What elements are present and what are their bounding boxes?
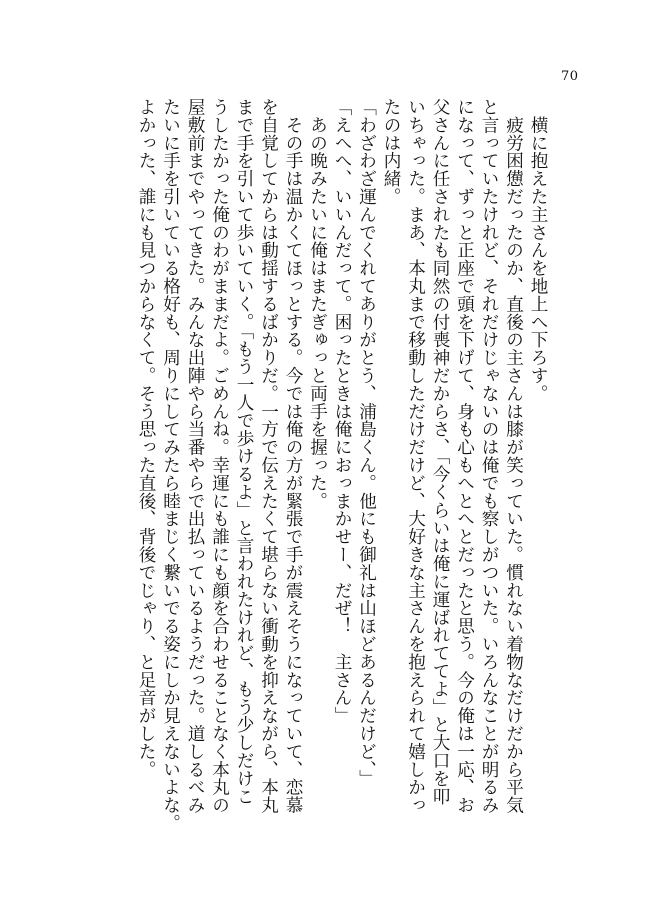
text-line: よかった、誰にも見つからなくて。そう思った直後、背後でじゃり、と足音がした。 — [136, 98, 156, 779]
text-line: まで手を引いて歩いていく。「もう一人で歩けるよ」と言われたけれど、もう少しだけこ — [234, 98, 254, 806]
text-line: 父さんに任されたも同然の付喪神だからさ、「今くらいは俺に運ばれててよ」と大口を叩 — [430, 98, 450, 806]
text-line: になって、ずっと正座で頭を下げて、身も心もへとへとだったと思う。今の俺は一応、お — [454, 98, 475, 814]
text-line: 「わざわざ運んでくれてありがとう、浦島くん。他にも御礼は山ほどあるんだけど、」 — [356, 98, 377, 788]
text-line: を自覚してからは動揺するばかりだ。一方で伝えたくて堪らない衝動を抑えながら、本丸 — [258, 98, 279, 814]
text-line: たいに手を引いている格好も、周りにしてみたら睦まじく繋いでる姿にしか見えないよな。 — [160, 98, 181, 832]
text-line: 「えへへ、いいんだって。困ったときは俺におっまかせー、だぜ！ 主さん」 — [332, 98, 352, 725]
text-line: と言っていたけれど、それだけじゃないのは俺でも察しがついた。いろんなことが明るみ — [479, 98, 499, 814]
page-number: 70 — [561, 69, 579, 84]
text-line: たのは内緒。 — [381, 98, 401, 206]
vertical-body-text — [136, 98, 550, 850]
text-line: 横に抱えた主さんを地上へ下ろす。 — [528, 98, 548, 403]
text-line: うしたかった俺のわがままだよ。ごめんね。幸運にも誰にも顔を合わせることなく本丸の — [209, 98, 230, 814]
text-line: 屋敷前までやってきた。みんな出陣やら当番やらで出払っているようだった。道しるべみ — [185, 98, 205, 814]
text-line: いちゃった。まあ、本丸まで移動しただけだけど、大好きな主さんを抱えられて嬉しかっ — [405, 98, 426, 814]
text-line: 疲労困憊だったのか、直後の主さんは膝が笑っていた。慣れない着物なだけだから平気 — [503, 98, 524, 814]
text-line: あの晩みたいに俺はまたぎゅっと両手を握った。 — [307, 98, 328, 510]
text-line: その手は温かくてほっとする。今では俺の方が緊張で手が震えそうになっていて、恋慕 — [283, 98, 303, 814]
